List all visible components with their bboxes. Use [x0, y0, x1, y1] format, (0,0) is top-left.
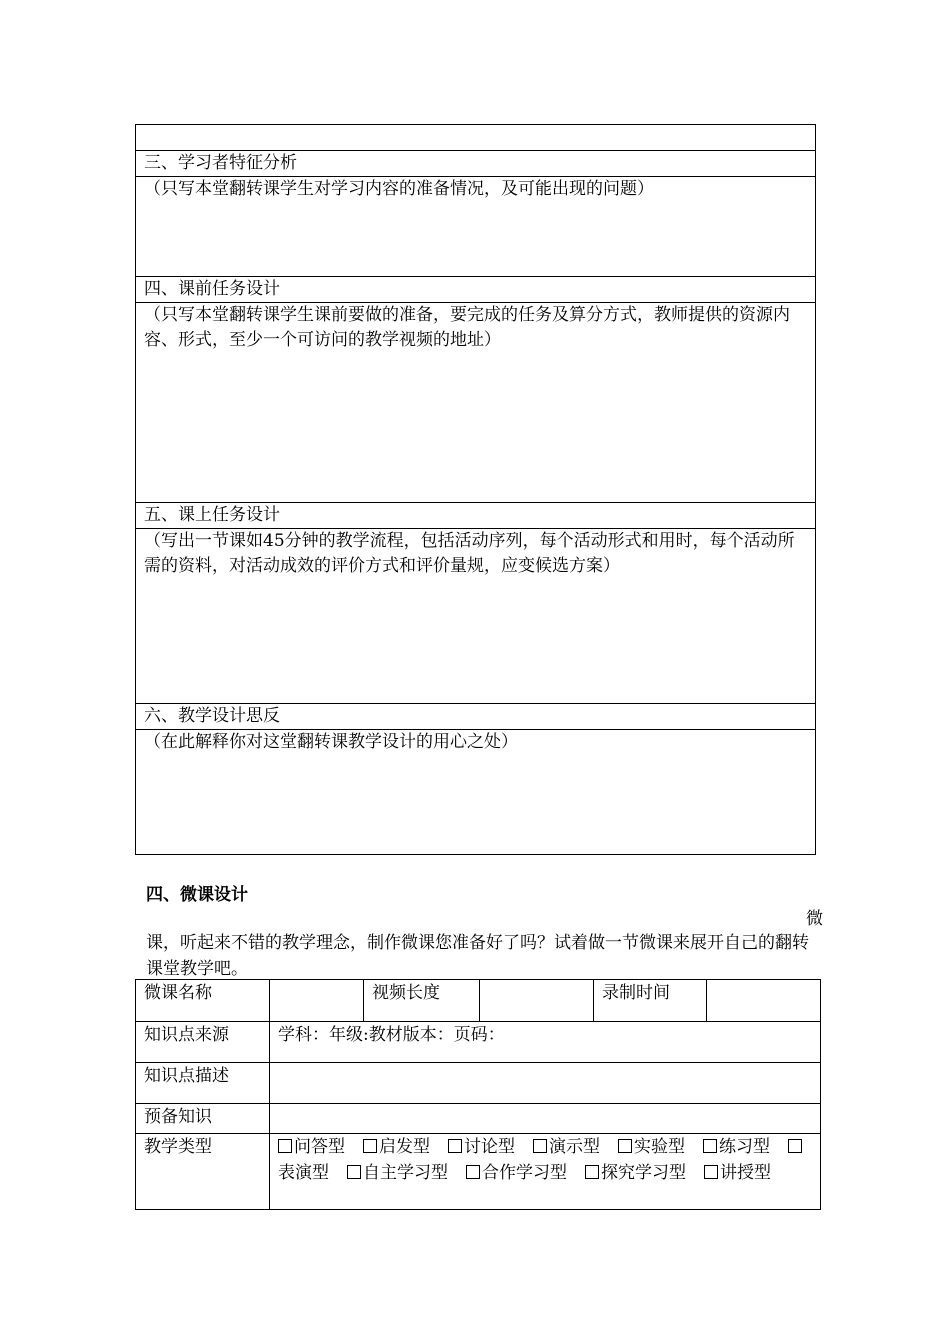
name-label: 微课名称	[136, 980, 270, 1022]
prereq-label: 预备知识	[136, 1104, 270, 1134]
section-4-field[interactable]	[136, 303, 816, 503]
section-3-field[interactable]	[136, 177, 816, 277]
section-6-field[interactable]	[136, 730, 816, 855]
checkbox-icon[interactable]	[704, 1165, 718, 1179]
section-3-note: （只写本堂翻转课学生对学习内容的准备情况，及可能出现的问题）	[144, 179, 654, 199]
section-6-title: 六、教学设计思反	[136, 704, 816, 730]
type-option-lecture[interactable]: 讲授型	[704, 1163, 771, 1183]
desc-label: 知识点描述	[136, 1063, 270, 1104]
name-field[interactable]	[270, 980, 364, 1022]
section-4-note: （只写本堂翻转课学生课前要做的准备，要完成的任务及算分方式，教师提供的资源内容、形式，至少一个可访问的教学视频的地址）	[144, 305, 790, 350]
micro-course-table	[135, 979, 821, 1210]
checkbox-icon[interactable]	[363, 1139, 377, 1153]
type-option-heuristic[interactable]: 启发型	[363, 1137, 430, 1157]
record-label: 录制时间	[594, 980, 707, 1022]
type-option-experiment[interactable]: 实验型	[618, 1137, 685, 1157]
section-5-field[interactable]	[136, 529, 816, 704]
desc-field[interactable]	[270, 1063, 821, 1104]
checkbox-icon[interactable]	[347, 1165, 361, 1179]
type-option-self-study[interactable]: 自主学习型	[347, 1163, 448, 1183]
intro-text: 课，听起来不错的教学理念，制作微课您准备好了吗？试着做一节微课来展开自己的翻转课堂教学吧。	[146, 933, 809, 979]
section-5-note: （写出一节课如45分钟的教学流程，包括活动序列，每个活动形式和用时，每个活动所需的资料，对活动成效的评价方式和评价量规，应变候选方案）	[144, 531, 795, 576]
checkbox-icon[interactable]	[703, 1139, 717, 1153]
checkbox-icon[interactable]	[585, 1165, 599, 1179]
intro-first-char: 微	[806, 909, 823, 929]
section-5-title: 五、课上任务设计	[136, 503, 816, 529]
type-option-practice[interactable]: 练习型	[703, 1137, 770, 1157]
lesson-design-table	[135, 124, 816, 855]
checkbox-icon[interactable]	[466, 1165, 480, 1179]
type-label: 教学类型	[136, 1134, 270, 1210]
type-option-demo[interactable]: 演示型	[533, 1137, 600, 1157]
checkbox-icon[interactable]	[533, 1139, 547, 1153]
checkbox-icon[interactable]	[448, 1139, 462, 1153]
section-3-title: 三、学习者特征分析	[136, 151, 816, 177]
type-option-qa[interactable]: 问答型	[278, 1137, 345, 1157]
source-field[interactable]	[270, 1022, 821, 1063]
record-field[interactable]	[707, 980, 821, 1022]
checkbox-icon[interactable]	[618, 1139, 632, 1153]
type-option-inquiry[interactable]: 探究学习型	[585, 1163, 686, 1183]
length-label: 视频长度	[364, 980, 480, 1022]
checkbox-icon[interactable]	[278, 1139, 292, 1153]
checkbox-icon[interactable]	[788, 1139, 802, 1153]
type-options	[270, 1134, 821, 1210]
empty-row	[136, 125, 816, 151]
source-value: 学科：年级:教材版本：页码：	[278, 1025, 505, 1045]
type-option-cooperative[interactable]: 合作学习型	[466, 1163, 567, 1183]
prereq-field[interactable]	[270, 1104, 821, 1134]
type-option-performance[interactable]: 表演型	[278, 1137, 804, 1183]
micro-course-heading: 四、微课设计	[146, 885, 248, 905]
section-6-note: （在此解释你对这堂翻转课教学设计的用心之处）	[144, 732, 518, 752]
section-4-title: 四、课前任务设计	[136, 277, 816, 303]
source-label: 知识点来源	[136, 1022, 270, 1063]
type-option-discussion[interactable]: 讨论型	[448, 1137, 515, 1157]
length-field[interactable]	[480, 980, 594, 1022]
